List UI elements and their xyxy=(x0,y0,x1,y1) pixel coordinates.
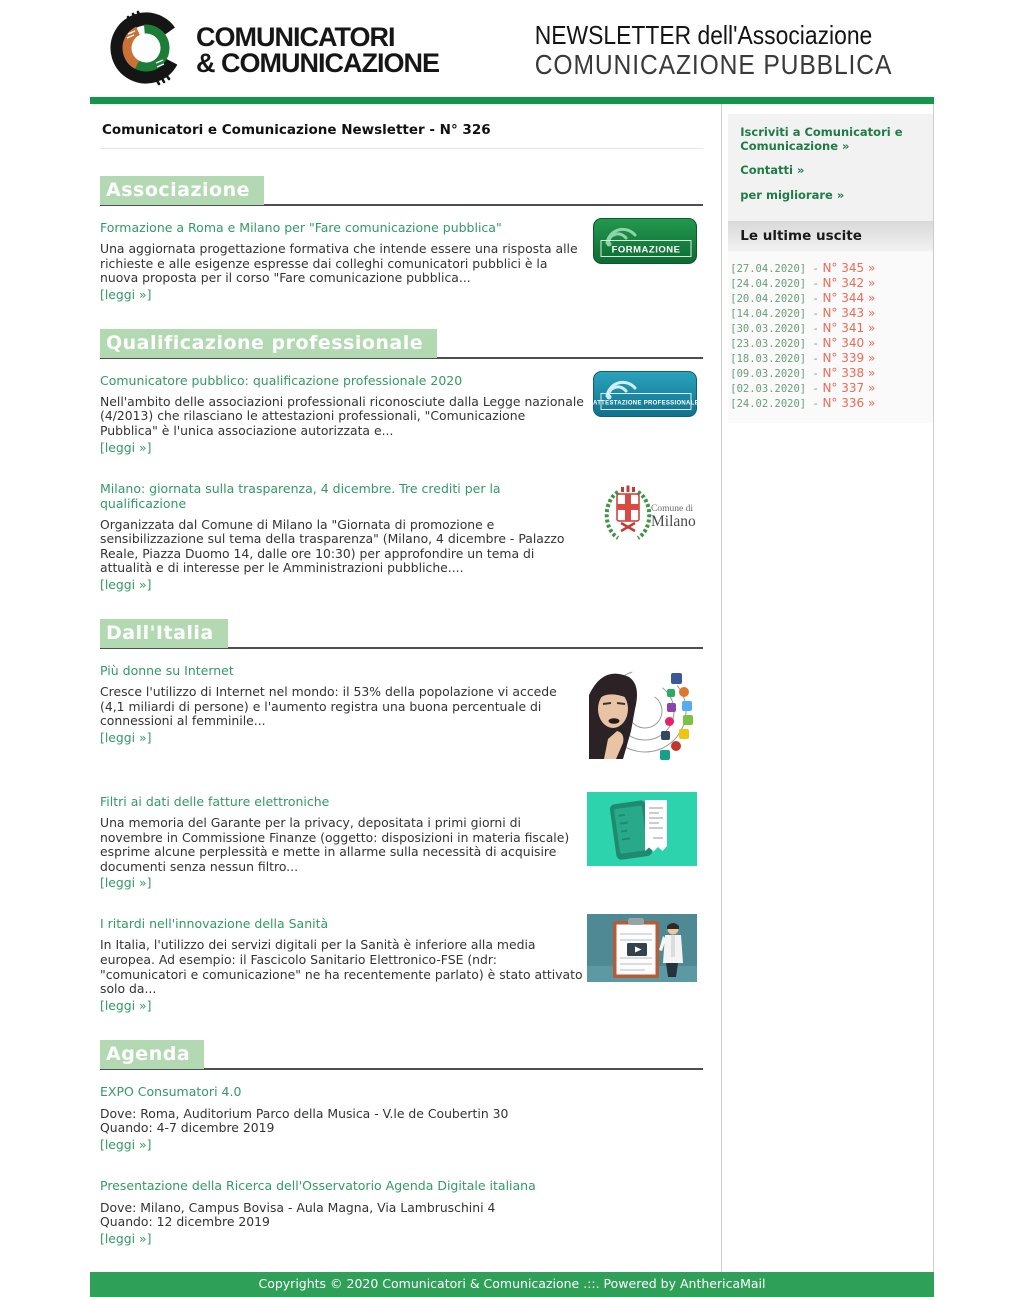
issue-link[interactable]: [27.04.2020] - N° 345 » xyxy=(730,261,876,275)
article-title-link[interactable]: Più donne su Internet xyxy=(100,662,234,678)
association-title-line1: NEWSLETTER dell'Associazione xyxy=(534,19,872,50)
donna-social-media-photo[interactable] xyxy=(587,661,697,768)
issue-link[interactable]: [20.04.2020] - N° 344 » xyxy=(730,291,876,305)
issue-link[interactable]: [24.04.2020] - N° 342 » xyxy=(730,276,876,290)
event-date: Quando: 12 dicembre 2019 xyxy=(100,1214,270,1230)
agenda-event xyxy=(100,1178,703,1246)
article-body: Una memoria del Garante per la privacy, depositata i primi giorni di novembre in Commissione Finanze (oggetto: disposizioni in materia fiscale) esprime alcune perplessità e mette in allarme sulla necessità di acquisire documenti senza nessun filtro... xyxy=(100,814,570,874)
section-label: Qualificazione professionale xyxy=(100,329,437,358)
article-title-link[interactable]: Milano: giornata sulla trasparenza, 4 dicembre. Tre crediti per la qualificazione xyxy=(100,480,501,511)
attestazione-badge-label: ATTESTAZIONE PROFESSIONALE xyxy=(593,400,698,407)
header xyxy=(90,0,934,97)
leggi-link[interactable]: [leggi »] xyxy=(100,1231,152,1247)
article-body: Cresce l'utilizzo di Internet nel mondo: il 53% della popolazione vi accede (4,1 miliardi di persone) e l'aumento registra una buona percentuale di connessioni al femminile... xyxy=(100,683,557,729)
article xyxy=(100,661,703,768)
formazione-badge-image[interactable] xyxy=(593,218,697,302)
formazione-badge-label: FORMAZIONE xyxy=(611,244,681,256)
leggi-link[interactable]: [leggi »] xyxy=(100,286,152,302)
article-title-link[interactable]: Comunicatore pubblico: qualificazione professionale 2020 xyxy=(100,372,463,388)
agenda-event xyxy=(100,1084,703,1152)
sidebar-link-per-migliorare[interactable]: per migliorare » xyxy=(740,187,845,202)
section-dallitalia xyxy=(100,618,703,1013)
leggi-link[interactable]: [leggi »] xyxy=(100,729,152,745)
article-body: Una aggiornata progettazione formativa che intende essere una risposta alle richieste e alle esigenze espresse dai colleghi comunicatori pubblici è la nuova proposta per il corso "Fare comunicazione pubblica... xyxy=(100,241,578,286)
article-title-link[interactable]: I ritardi nell'innovazione della Sanità xyxy=(100,916,329,932)
sidebar-link-contatti[interactable]: Contatti » xyxy=(740,163,805,177)
fattura-elettronica-illustration[interactable] xyxy=(587,792,697,890)
issue-link[interactable]: [14.04.2020] - N° 343 » xyxy=(730,306,876,320)
issue-link[interactable]: [18.03.2020] - N° 339 » xyxy=(730,351,876,365)
association-title xyxy=(534,20,892,80)
leggi-link[interactable]: [leggi »] xyxy=(100,576,152,592)
article xyxy=(100,792,703,890)
newsletter-page xyxy=(90,0,934,1297)
comune-di-milano-logo[interactable] xyxy=(591,479,697,592)
article-body: Organizzata dal Comune di Milano la "Giornata di promozione e sensibilizzazione sul tema della trasparenza" (Milano, 4 dicembre - Palazzo Reale, Piazza Duomo 14, dalle ore 10:30) per approfondire un tema di attualità e di interesse per le Amministrazioni pubbliche.... xyxy=(100,516,565,576)
footer-copyright: Copyrights © 2020 Comunicatori & Comunicazione .::. Powered by AnthericaMail xyxy=(90,1272,934,1297)
leggi-link[interactable]: [leggi »] xyxy=(100,1136,152,1152)
attestazione-badge-image[interactable] xyxy=(593,371,697,455)
association-title-line2: COMUNICAZIONE PUBBLICA xyxy=(534,48,892,80)
sanita-digitale-illustration[interactable] xyxy=(587,914,697,1012)
brand-title xyxy=(196,21,439,78)
section-label: Dall'Italia xyxy=(100,619,228,648)
event-location: Dove: Roma, Auditorium Parco della Musica - V.le de Coubertin 30 xyxy=(100,1105,509,1121)
issue-link[interactable]: [23.03.2020] - N° 340 » xyxy=(730,336,876,350)
issue-link[interactable]: [24.02.2020] - N° 336 » xyxy=(730,396,876,410)
brand-logo-icon[interactable] xyxy=(106,7,186,93)
event-location: Dove: Milano, Campus Bovisa - Aula Magna, Via Lambruschini 4 xyxy=(100,1199,496,1215)
event-title-link[interactable]: EXPO Consumatori 4.0 xyxy=(100,1083,242,1099)
section-associazione xyxy=(100,175,703,302)
section-qualificazione xyxy=(100,328,703,592)
article xyxy=(100,371,703,455)
article xyxy=(100,914,703,1012)
issue-link[interactable]: [30.03.2020] - N° 341 » xyxy=(730,321,876,335)
brand-title-line1: COMUNICATORI xyxy=(196,21,395,52)
sidebar xyxy=(728,104,933,1272)
leggi-link[interactable]: [leggi »] xyxy=(100,997,152,1013)
article-title-link[interactable]: Filtri ai dati delle fatture elettroniche xyxy=(100,793,330,809)
article-body: In Italia, l'utilizzo dei servizi digitali per la Sanità è inferiore alla media europea. Ad esempio: il Fascicolo Sanitario Elettronico-FSE (ndr: "comunicatori e comunicazione" ne ha recentemente parlato) è stato attivato solo da... xyxy=(100,937,583,997)
sidebar-link-iscriviti[interactable]: Iscriviti a Comunicatori e Comunicazione » xyxy=(740,125,903,153)
latest-issues-header: Le ultime uscite xyxy=(728,221,933,251)
issue-link[interactable]: [09.03.2020] - N° 338 » xyxy=(730,366,876,380)
newsletter-issue-title: Comunicatori e Comunicazione Newsletter - N° 326 xyxy=(100,112,703,149)
header-divider-bar xyxy=(90,97,934,104)
event-title-link[interactable]: Presentazione della Ricerca dell'Osservatorio Agenda Digitale italiana xyxy=(100,1177,536,1193)
article xyxy=(100,479,703,592)
section-label: Agenda xyxy=(100,1040,204,1069)
article-body: Nell'ambito delle associazioni professionali riconosciute dalla Legge nazionale (4/2013) che rilasciano le attestazioni professionali, "Comunicazione Pubblica" è l'unica associazione autorizzata e... xyxy=(100,393,584,438)
article xyxy=(100,218,703,302)
latest-issues-list xyxy=(728,251,933,423)
section-agenda xyxy=(100,1039,703,1246)
article-title-link[interactable]: Formazione a Roma e Milano per "Fare comunicazione pubblica" xyxy=(100,220,502,235)
main-column xyxy=(90,104,722,1272)
issue-link[interactable]: [02.03.2020] - N° 337 » xyxy=(730,381,876,395)
leggi-link[interactable]: [leggi »] xyxy=(100,875,152,891)
leggi-link[interactable]: [leggi »] xyxy=(100,439,152,455)
sidebar-links xyxy=(728,114,933,221)
milano-logo-label-line1: Comune di xyxy=(651,503,694,514)
event-date: Quando: 4-7 dicembre 2019 xyxy=(100,1120,275,1136)
section-label: Associazione xyxy=(100,176,264,205)
brand-title-line2: & COMUNICAZIONE xyxy=(196,47,439,78)
milano-logo-label-line2: Milano xyxy=(651,512,697,530)
